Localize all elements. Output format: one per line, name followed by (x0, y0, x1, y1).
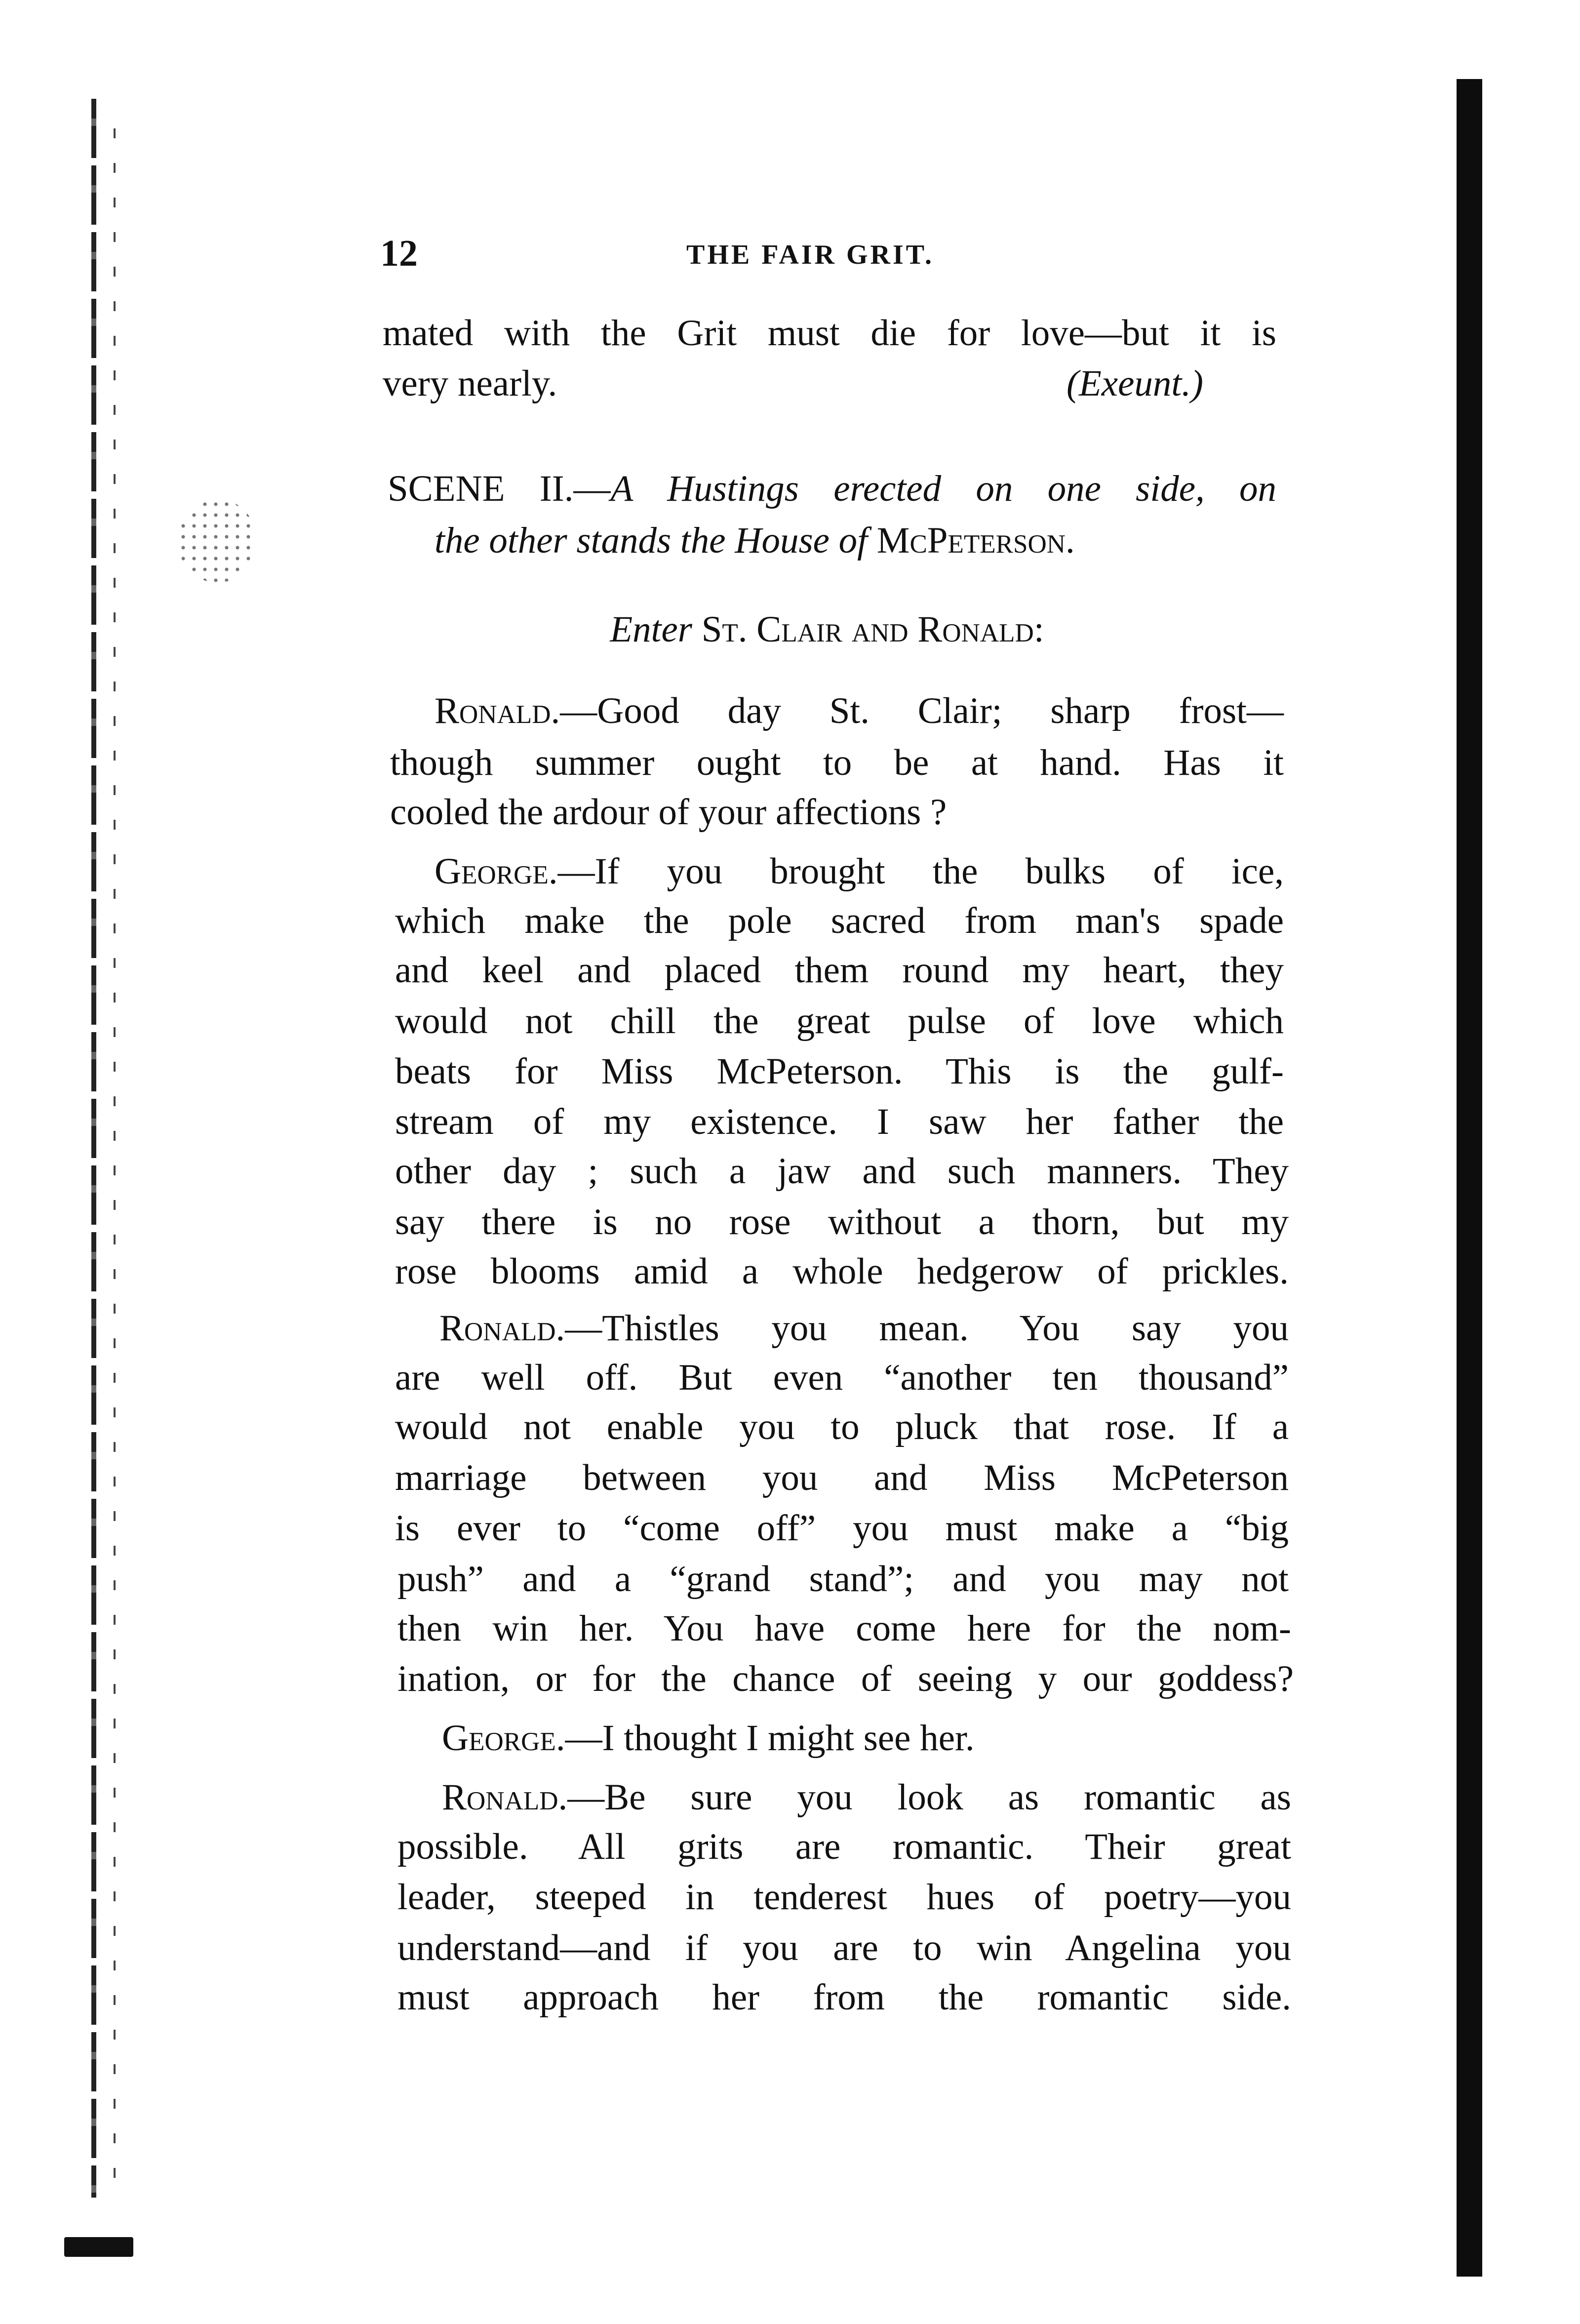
text-line (397, 1923, 1291, 1973)
text-segment: then win her. You have come here for the nom- (397, 1608, 1291, 1649)
text-segment: very nearly. (383, 363, 557, 404)
running-title: THE FAIR GRIT. (686, 240, 934, 270)
text-line (395, 1047, 1284, 1096)
page-number: 12 (380, 233, 418, 274)
text-segment: ination, or for the chance of seeing y our goddess? (397, 1658, 1294, 1699)
stage-direction: (Exeunt.) (1066, 363, 1203, 404)
text-line (397, 1604, 1291, 1653)
text-line (395, 1147, 1289, 1196)
text-segment: . (1066, 520, 1075, 561)
text-segment: say there is no rose without a thorn, but my (395, 1202, 1289, 1242)
text-line (395, 997, 1284, 1046)
text-segment: cooled the ardour of your affections ? (390, 792, 947, 833)
text-segment: .—If you brought the bulks of ice, (548, 851, 1284, 892)
text-line (383, 359, 827, 408)
scan-margin-artifact-secondary (114, 128, 116, 2178)
text-segment: : (1033, 609, 1044, 650)
text-segment: is ever to “come off” you must make a “big (395, 1508, 1289, 1549)
stage-entrance (494, 605, 1160, 654)
text-segment: .—Good day St. Clair; sharp frost— (551, 690, 1284, 731)
scan-corner-mark (64, 2237, 133, 2257)
text-segment: stream of my existence. I saw her father the (395, 1101, 1284, 1142)
text-segment: Ronald (442, 1777, 558, 1818)
text-segment: A Hustings erected on one side, on (610, 468, 1276, 509)
text-segment: which make the pole sacred from man's spade (395, 900, 1284, 941)
scan-edge-bar (1457, 79, 1482, 2277)
text-line (439, 1304, 1289, 1353)
text-segment: must approach her from the romantic side. (397, 1977, 1291, 2018)
text-segment: understand—and if you are to win Angelina you (397, 1927, 1291, 1968)
text-line (397, 1555, 1289, 1604)
text-segment: .—Thistles you mean. You say you (555, 1308, 1289, 1349)
text-line (395, 1353, 1289, 1402)
text-segment: leader, steeped in tenderest hues of poetry—you (397, 1877, 1291, 1918)
text-line (395, 896, 1284, 946)
text-line (390, 738, 1284, 788)
text-segment: .—Be sure you look as romantic as (558, 1777, 1291, 1818)
text-segment: push” and a “grand stand”; and you may not (397, 1559, 1289, 1600)
text-line (395, 946, 1284, 995)
text-segment: Ronald (439, 1308, 556, 1349)
text-line (434, 847, 1284, 896)
text-segment: are well off. But even “another ten thousand” (395, 1357, 1289, 1398)
text-line (395, 1247, 1289, 1296)
text-segment: St. Clair and Ronald (701, 609, 1034, 650)
text-line (434, 686, 1284, 736)
text-segment: other day ; such a jaw and such manners. They (395, 1151, 1289, 1192)
text-segment: marriage between you and Miss McPeterson (395, 1457, 1289, 1498)
text-line (383, 309, 1276, 358)
text-line (442, 1714, 1183, 1763)
text-segment: George (434, 851, 549, 892)
text-line (390, 788, 1131, 837)
text-segment: the other stands the House of (434, 520, 877, 561)
text-line (397, 1654, 1294, 1704)
text-segment: .—I thought I might see her. (555, 1718, 975, 1759)
text-segment: would not chill the great pulse of love which (395, 1001, 1284, 1042)
text-line (395, 1504, 1289, 1553)
text-segment: Enter (610, 609, 702, 650)
text-segment: McPeterson (876, 520, 1066, 561)
text-line (397, 1822, 1291, 1872)
text-segment: Ronald (434, 690, 551, 731)
text-line (395, 1402, 1289, 1452)
text-line (442, 1773, 1291, 1822)
scan-smudge (178, 499, 257, 583)
text-segment: and keel and placed them round my heart, they (395, 950, 1284, 991)
text-line (397, 1873, 1291, 1922)
scene-heading (388, 464, 1276, 514)
page-header (380, 232, 1328, 286)
text-line (395, 1453, 1289, 1503)
text-line (395, 1097, 1284, 1147)
text-segment: mated with the Grit must die for love—but it is (383, 313, 1276, 354)
scan-margin-artifact (91, 99, 96, 2198)
text-segment: though summer ought to be at hand. Has it (390, 742, 1284, 783)
text-segment: possible. All grits are romantic. Their great (397, 1826, 1291, 1867)
text-segment: would not enable you to pluck that rose. If a (395, 1406, 1289, 1447)
text-line (397, 1973, 1291, 2022)
text-line (395, 1198, 1289, 1247)
text-segment: beats for Miss McPeterson. This is the gulf- (395, 1051, 1284, 1092)
text-segment: SCENE II.— (388, 468, 611, 509)
scene-heading (434, 516, 1274, 565)
text-segment: George (442, 1718, 556, 1759)
text-segment: rose blooms amid a whole hedgerow of prickles. (395, 1251, 1289, 1292)
